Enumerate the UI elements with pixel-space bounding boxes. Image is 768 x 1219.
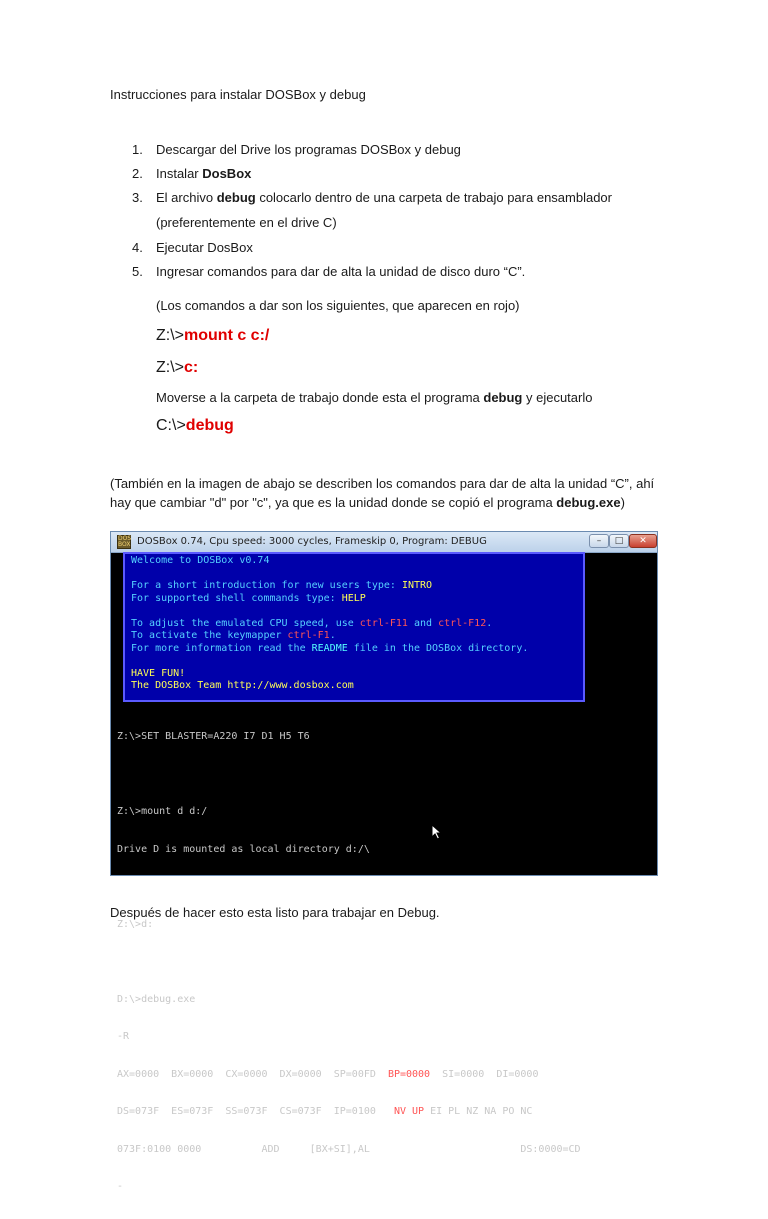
move-instruction (156, 390, 592, 405)
console-line: Z:\>SET BLASTER=A220 I7 D1 H5 T6 (117, 731, 310, 742)
move-bold: debug (483, 390, 523, 405)
command-mount (156, 327, 269, 345)
cpu-key-1: ctrl-F11 (359, 617, 408, 629)
step-number: 2. (132, 166, 143, 181)
intro-command: INTRO (401, 580, 433, 591)
console-line: -R (117, 1031, 130, 1042)
cpu-key-2: ctrl-F12 (438, 617, 487, 629)
info-text: For more information read the (131, 642, 312, 654)
command-prompt: Z:\> (156, 359, 185, 376)
help-line (131, 593, 366, 606)
command-text: c: (184, 359, 199, 376)
register-bp: BP=0000 (387, 1068, 431, 1080)
console-line: Z:\>mount d d:/ (117, 806, 208, 817)
step-text: Ingresar comandos para dar de alta la unidad de disco duro “C”. (156, 264, 526, 279)
footer-text: Después de hacer esto esta listo para trabajar en Debug. (110, 905, 440, 920)
console-output (117, 706, 581, 1219)
note-text: hay que cambiar "d" por "c", ya que es la unidad donde se copió el programa (110, 495, 557, 510)
console-line: D:\>debug.exe (117, 993, 196, 1005)
console-line: Drive D is mounted as local directory d:/\ (117, 843, 370, 855)
cursor-line: - (117, 1181, 124, 1192)
note-line-2 (110, 495, 625, 510)
help-command: HELP (341, 592, 366, 604)
step-text: Descargar del Drive los programas DOSBox y debug (156, 142, 461, 157)
step-text: Ejecutar DosBox (156, 240, 253, 255)
note-bold: debug.exe (556, 495, 621, 510)
move-text-post: y ejecutarlo (522, 390, 593, 405)
register-line-1 (117, 1069, 581, 1082)
dosbox-app-icon: DOS BOX (118, 535, 132, 548)
info-line (131, 643, 528, 656)
cpu-text: To adjust the emulated CPU speed, use (131, 617, 360, 629)
step-text: Instalar (156, 166, 203, 181)
keymapper-text: To activate the keymapper (131, 630, 288, 641)
note-text-post: ) (620, 495, 625, 510)
register-flags: EI PL NZ NA PO NC (424, 1106, 533, 1117)
step-text: (preferentemente en el drive C) (156, 215, 337, 230)
command-text: mount c c:/ (184, 327, 270, 344)
cpu-line (131, 618, 492, 631)
minimize-icon[interactable]: – (589, 534, 609, 548)
step-5 (132, 264, 525, 279)
cpu-text-end: . (486, 617, 493, 629)
keymapper-text-end: . (329, 630, 336, 641)
info-readme: README (311, 642, 348, 654)
maximize-icon[interactable]: □ (609, 534, 629, 548)
register-text: AX=0000 BX=0000 CX=0000 DX=0000 SP=00FD (117, 1068, 388, 1080)
command-prompt: Z:\> (156, 327, 185, 344)
step-number: 3. (132, 190, 143, 205)
step-number: 4. (132, 240, 143, 255)
keymapper-line (131, 630, 336, 643)
command-c-drive (156, 359, 198, 377)
window-titlebar (111, 532, 657, 553)
step-text-post: colocarlo dentro de una carpeta de trabajo para ensamblador (255, 190, 612, 205)
step-bold: DosBox (202, 166, 252, 181)
step-2 (132, 166, 251, 181)
console-line (117, 956, 581, 969)
close-icon[interactable]: ✕ (629, 534, 657, 548)
note-line-1: (También en la imagen de abajo se describen los comandos para dar de alta la unidad “C”, ahí (110, 476, 655, 491)
step-text: El archivo (156, 190, 217, 205)
step-bold: debug (216, 190, 256, 205)
keymapper-key: ctrl-F1 (287, 630, 330, 641)
register-line-2 (117, 1106, 581, 1119)
console-line: Z:\>d: (117, 918, 154, 930)
step-3 (132, 190, 612, 205)
register-flags-highlight: NV UP (393, 1106, 425, 1117)
step-number: 5. (132, 264, 143, 279)
help-text: For supported shell commands type: (131, 592, 342, 604)
info-text-post: file in the DOSBox directory. (347, 642, 529, 654)
welcome-box (123, 552, 585, 702)
register-text-post: SI=0000 DI=0000 (430, 1068, 539, 1080)
command-text: debug (185, 417, 234, 434)
window-title: DOSBox 0.74, Cpu speed: 3000 cycles, Frameskip 0, Program: DEBUG (137, 536, 487, 547)
intro-text: For a short introduction for new users type: (131, 580, 402, 591)
mouse-pointer-icon (431, 824, 443, 840)
step-number: 1. (132, 142, 143, 157)
move-text: Moverse a la carpeta de trabajo donde esta el programa (156, 390, 484, 405)
command-prompt: C:\> (156, 417, 186, 434)
team-line: The DOSBox Team http://www.dosbox.com (131, 680, 354, 691)
intro-line (131, 580, 432, 593)
commands-note: (Los comandos a dar son los siguientes, que aparecen en rojo) (156, 298, 520, 313)
register-line-3: 073F:0100 0000 ADD [BX+SI],AL DS:0000=CD (117, 1143, 581, 1155)
console-line (117, 881, 581, 894)
cpu-text-mid: and (407, 617, 439, 629)
step-1 (132, 142, 461, 157)
welcome-line: Welcome to DOSBox v0.74 (131, 555, 270, 566)
step-3-continued (132, 215, 337, 230)
document-title: Instrucciones para instalar DOSBox y debug (110, 87, 366, 102)
have-fun-line: HAVE FUN! (131, 667, 186, 679)
register-text: DS=073F ES=073F SS=073F CS=073F IP=0100 (117, 1106, 394, 1117)
step-4 (132, 240, 253, 255)
console-line (117, 769, 581, 782)
command-debug (156, 417, 234, 435)
